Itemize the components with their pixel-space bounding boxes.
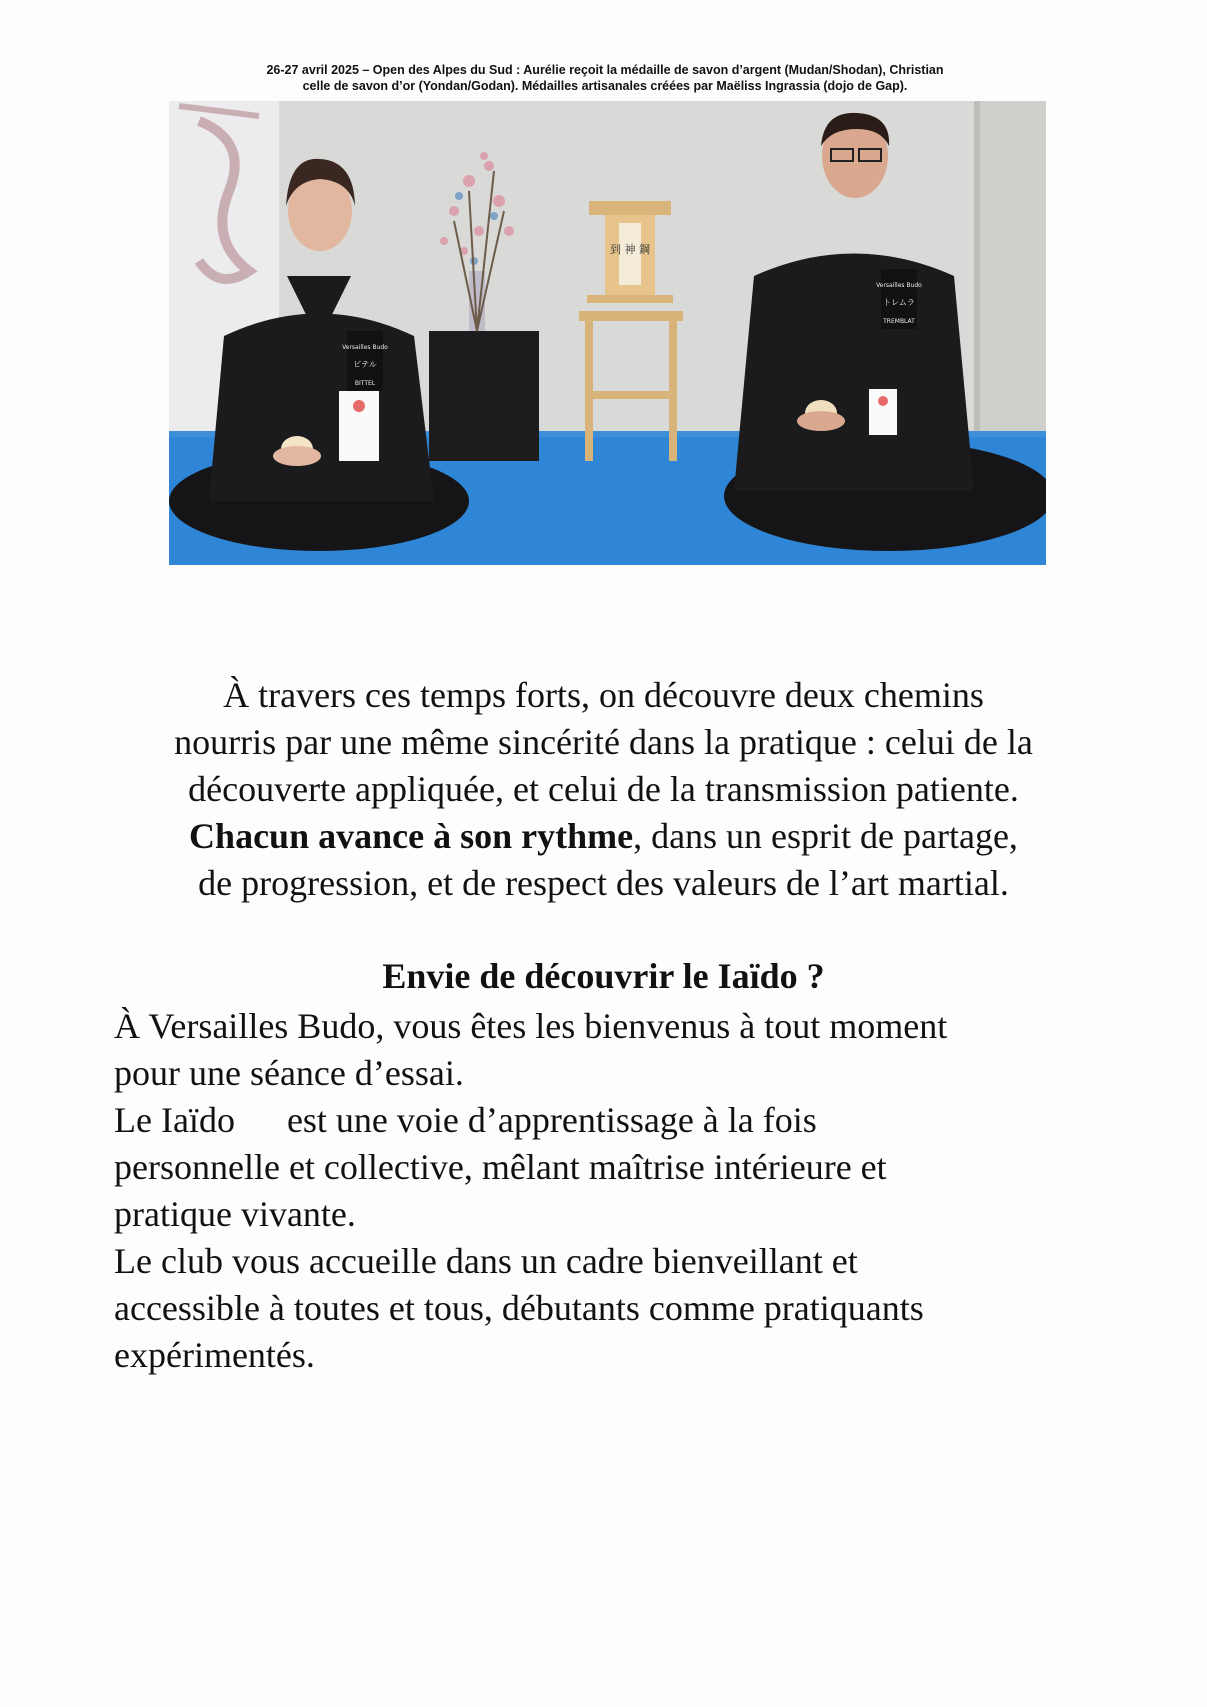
body-line-1: À Versailles Budo, vous êtes les bienvenus à tout moment bbox=[114, 1006, 948, 1046]
photo-caption bbox=[180, 62, 1030, 94]
caption-line-1: 26-27 avril 2025 – Open des Alpes du Sud : Aurélie reçoit la médaille de savon d’argent (Mudan/Shodan), Christian bbox=[266, 63, 944, 77]
invitation-paragraph bbox=[114, 1003, 1114, 1379]
right-badge-name: TREMBLAT bbox=[883, 318, 915, 325]
caption-line-2: celle de savon d’or (Yondan/Godan). Médailles artisanales créées par Maëliss Ingrassia (dojo de Gap). bbox=[302, 79, 908, 93]
summary-line-4 bbox=[100, 813, 1107, 860]
summary-paragraph bbox=[100, 672, 1107, 907]
shrine-text: 到 神 鋼 bbox=[610, 243, 650, 256]
body-line-3 bbox=[114, 1097, 1114, 1144]
body-line-7: accessible à toutes et tous, débutants comme pratiquants bbox=[114, 1288, 924, 1328]
summary-line-4-rest: , dans un esprit de partage, bbox=[633, 816, 1018, 856]
summary-line-2: nourris par une même sincérité dans la pratique : celui de la bbox=[174, 722, 1033, 762]
summary-line-5: de progression, et de respect des valeurs de l’art martial. bbox=[198, 863, 1009, 903]
right-badge-club: Versailles Budo bbox=[876, 282, 922, 289]
body-line-2: pour une séance d’essai. bbox=[114, 1053, 464, 1093]
body-line-5: pratique vivante. bbox=[114, 1194, 356, 1234]
body-line-8: expérimentés. bbox=[114, 1335, 315, 1375]
body-line-4: personnelle et collective, mêlant maîtrise intérieure et bbox=[114, 1147, 887, 1187]
body-line-3b: est une voie d’apprentissage à la fois bbox=[286, 1100, 817, 1140]
summary-line-3: découverte appliquée, et celui de la transmission patiente. bbox=[188, 769, 1019, 809]
section-heading: Envie de découvrir le Iaïdo ? bbox=[382, 956, 825, 996]
right-badge-kana: トレムラ bbox=[883, 298, 915, 307]
summary-emphasis: Chacun avance à son rythme bbox=[189, 816, 634, 856]
left-badge-kana: ビテル bbox=[353, 360, 377, 369]
body-line-6: Le club vous accueille dans un cadre bienveillant et bbox=[114, 1241, 858, 1281]
body-line-3a: Le Iaïdo bbox=[114, 1100, 235, 1140]
left-badge-name: BITTEL bbox=[354, 380, 376, 387]
event-photo bbox=[169, 101, 1046, 565]
summary-line-1: À travers ces temps forts, on découvre deux chemins bbox=[223, 675, 984, 715]
left-badge-club: Versailles Budo bbox=[342, 344, 388, 351]
